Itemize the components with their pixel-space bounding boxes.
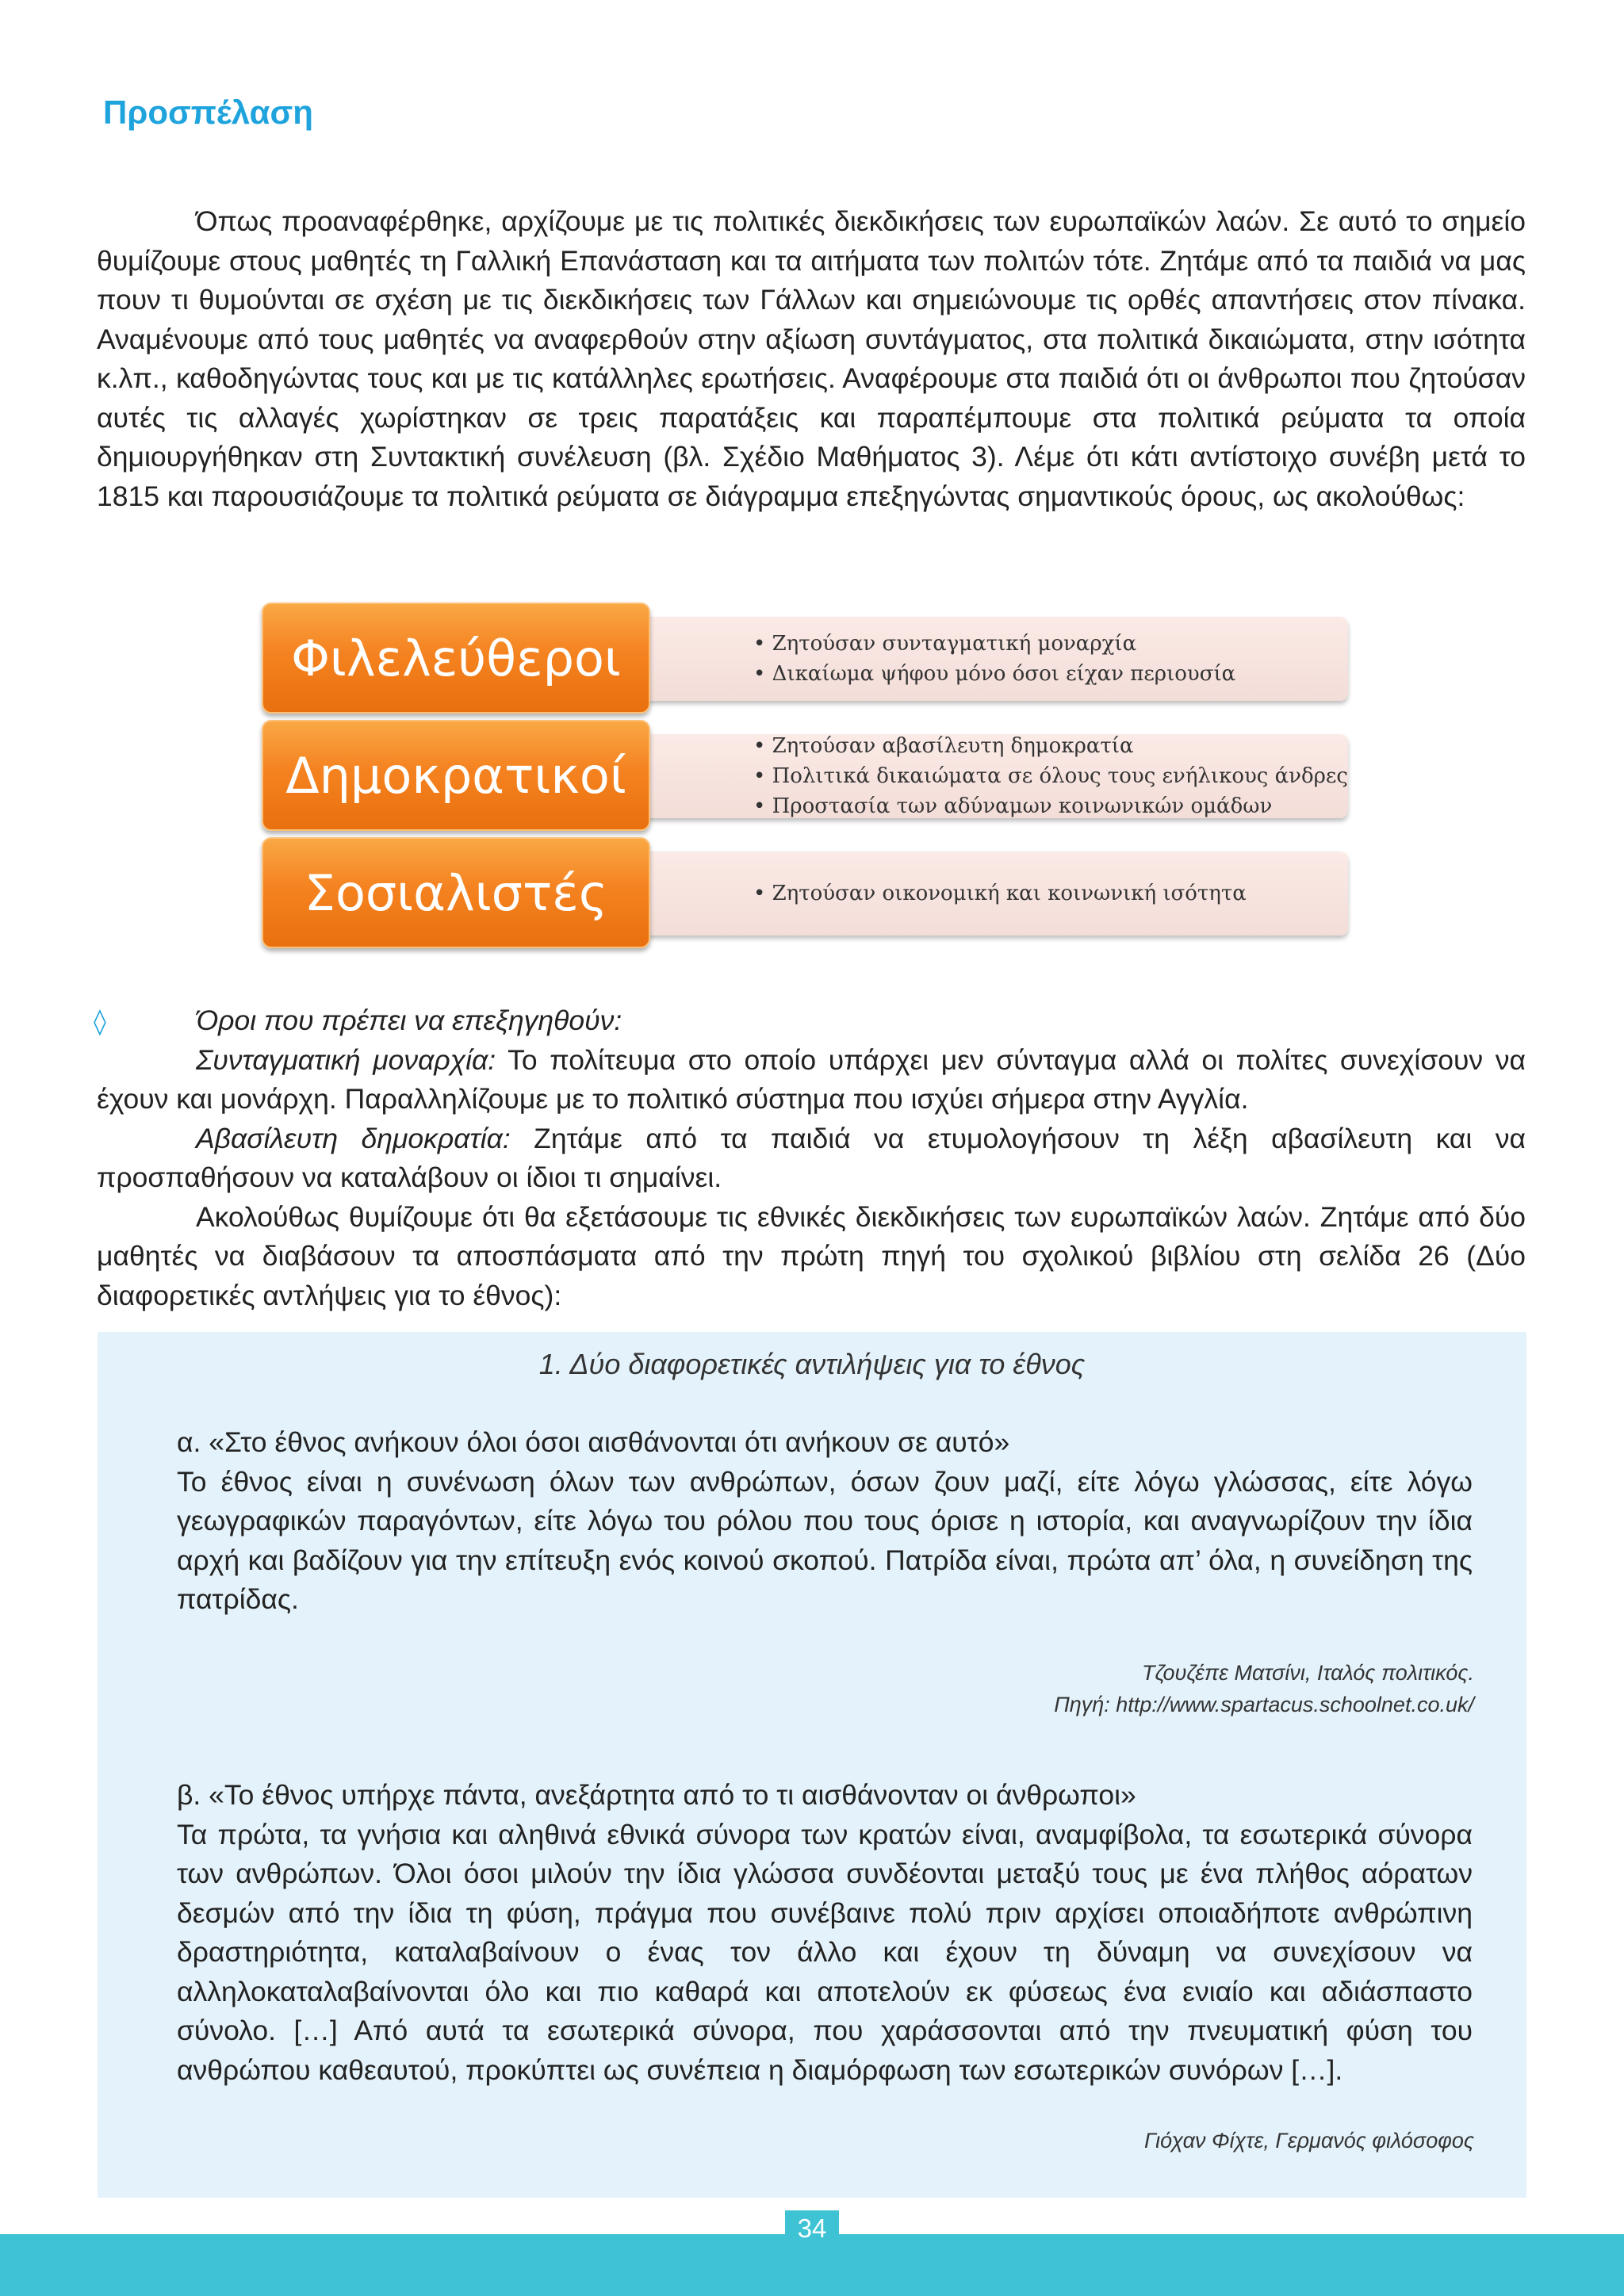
quote-a-source (1054, 1657, 1474, 1720)
diagram-row-liberals (262, 603, 1348, 715)
term-constitutional-monarchy (97, 1041, 1526, 1119)
terms-heading: Όροι που πρέπει να επεξηγηθούν: (196, 1004, 622, 1036)
quote-b-text: Τα πρώτα, τα γνήσια και αληθινά εθνικά σύνορα των κρατών είναι, αναμφίβολα, τα εσωτερικά σύνορα των ανθρώπων. Όλοι όσοι μιλούν την ίδια γλώσσα συνδέονται μεταξύ τους με ένα πλήθος αόρατων δεσμών από την ίδια τη φύση, πράγμα που συνέβαινε πολύ πριν αρχίσει οποιαδήποτε ανθρώπινη δραστηριότητα, καταλαβαίνουν ο ένας τον άλλο και έχουν τη δύναμη να συνεχίσουν να αλληλοκαταλαβαίνονται όλο και πιο καθαρά και αποτελούν εκ φύσεως ένα ενιαίο και αδιάσπαστο σύνολο. […] Από αυτά τα εσωτερικά σύνορα, που χαράσσονται από την πνευματική φύση του ανθρώπου καθεαυτού, προκύπτει ως συνέπεια η διαμόρφωση των εσωτερικών συνόρων […]. (177, 1818, 1473, 2086)
source-quote-box (98, 1332, 1526, 2198)
quote-a-author: Τζουζέπε Ματσίνι, Ιταλός πολιτικός. (1142, 1661, 1474, 1685)
diagram-item: • Προστασία των αδύναμων κοινωνικών ομάδων (753, 791, 1348, 821)
diagram-row-democrats (262, 720, 1348, 832)
diagram-label-liberals: Φιλελεύθεροι (262, 603, 650, 714)
quote-a (177, 1423, 1473, 1620)
section-title: Προσπέλαση (103, 94, 313, 131)
term-name: Συνταγματική μοναρχία: (196, 1043, 496, 1076)
diagram-panel-socialists (626, 851, 1348, 936)
term-name: Αβασίλευτη δημοκρατία: (196, 1122, 511, 1154)
diagram-item: • Δικαίωμα ψήφου μόνο όσοι είχαν περιουσία (753, 659, 1348, 689)
diagram-item: • Ζητούσαν αβασίλευτη δημοκρατία (753, 731, 1348, 761)
page-number: 34 (797, 2214, 827, 2243)
intro-text: Όπως προαναφέρθηκε, αρχίζουμε με τις πολιτικές διεκδικήσεις των ευρωπαϊκών λαών. Σε αυτό το σημείο θυμίζουμε στους μαθητές τη Γαλλική Επανάσταση και τα αιτήματα των πολιτών τότε. Ζητάμε από τα παιδιά να μας πουν τι θυμούνται σε σχέση με τις διεκδικήσεις των Γάλλων και σημειώνουμε τις ορθές απαντήσεις στον πίνακα. Αναμένουμε από τους μαθητές να αναφερθούν στην αξίωση συντάγματος, στα πολιτικά δικαιώματα, στην ισότητα κ.λπ., καθοδηγώντας τους και με τις κατάλληλες ερωτήσεις. Αναφέρουμε στα παιδιά ότι οι άνθρωποι που ζητούσαν αυτές τις αλλαγές χωρίστηκαν σε τρεις παρατάξεις και παραπέμπουμε στα πολιτικά ρεύματα τα οποία δημιουργήθηκαν στη Συντακτική συνέλευση (βλ. Σχέδιο Μαθήματος 3). Λέμε ότι κάτι αντίστοιχο συνέβη μετά το 1815 και παρουσιάζουμε τα πολιτικά ρεύματα σε διάγραμμα επεξηγώντας σημαντικούς όρους, ως ακολούθως: (97, 205, 1526, 512)
diagram-label-socialists: Σοσιαλιστές (262, 837, 650, 948)
term-definition: Ζητάμε από τα παιδιά να ετυμολογήσουν τη λέξη αβασίλευτη και να προσπαθήσουν να καταλάβουν οι ίδιοι τι σημαίνει. (97, 1122, 1526, 1193)
diamond-bullet-icon: ◊ (94, 1006, 106, 1036)
diagram-row-socialists (262, 837, 1348, 950)
terms-section (97, 1001, 1526, 1315)
quote-box-title: 1. Δύο διαφορετικές αντιλήψεις για το έθνος (538, 1348, 1086, 1380)
quote-a-url: Πηγή: http://www.spartacus.schoolnet.co.uk/ (1054, 1693, 1474, 1716)
quote-a-text: Το έθνος είναι η συνένωση όλων των ανθρώπων, όσων ζουν μαζί, είτε λόγω γλώσσας, είτε λόγω γεωγραφικών παραγόντων, είτε λόγω του ρόλου που τους όρισε η ιστορία, και αναγνωρίζουν την ίδια αρχή και βαδίζουν για την επίτευξη ενός κοινού σκοπού. Πατρίδα είναι, πρώτα απ’ όλα, η συνείδηση της πατρίδας. (177, 1465, 1473, 1615)
intro-paragraph (97, 202, 1526, 516)
political-currents-diagram (262, 603, 1348, 955)
term-republic (97, 1119, 1526, 1198)
quote-b-source (1144, 2125, 1474, 2156)
quote-b (177, 1776, 1473, 2090)
diagram-label-democrats: Δημοκρατικοί (262, 720, 650, 831)
quote-b-author: Γιόχαν Φίχτε, Γερμανός φιλόσοφος (1143, 2129, 1474, 2152)
diagram-item: • Ζητούσαν συνταγματική μοναρχία (753, 629, 1348, 659)
diagram-panel-liberals (626, 617, 1348, 701)
diagram-item: • Ζητούσαν οικονομική και κοινωνική ισότητα (753, 878, 1348, 909)
followup-paragraph: Ακολούθως θυμίζουμε ότι θα εξετάσουμε τις εθνικές διεκδικήσεις των ευρωπαϊκών λαών. Ζητάμε από δύο μαθητές να διαβάσουν τα αποσπάσματα από την πρώτη πηγή του σχολικού βιβλίου στη σελίδα 26 (Δύο διαφορετικές αντλήψεις για το έθνος): (97, 1200, 1526, 1311)
diagram-item: • Πολιτικά δικαιώματα σε όλους τους ενήλικους άνδρες (753, 761, 1348, 791)
quote-b-heading: β. «Το έθνος υπήρχε πάντα, ανεξάρτητα από το τι αισθάνονταν οι άνθρωποι» (177, 1779, 1136, 1811)
quote-a-heading: α. «Στο έθνος ανήκουν όλοι όσοι αισθάνονται ότι ανήκουν σε αυτό» (177, 1426, 1010, 1458)
diagram-panel-democrats (626, 734, 1348, 818)
term-definition: Το πολίτευμα στο οποίο υπάρχει μεν σύνταγμα αλλά οι πολίτες συνεχίσουν να έχουν και μονάρχη. Παραλληλίζουμε με το πολιτικό σύστημα που ισχύει σήμερα στην Αγγλία. (97, 1043, 1526, 1115)
